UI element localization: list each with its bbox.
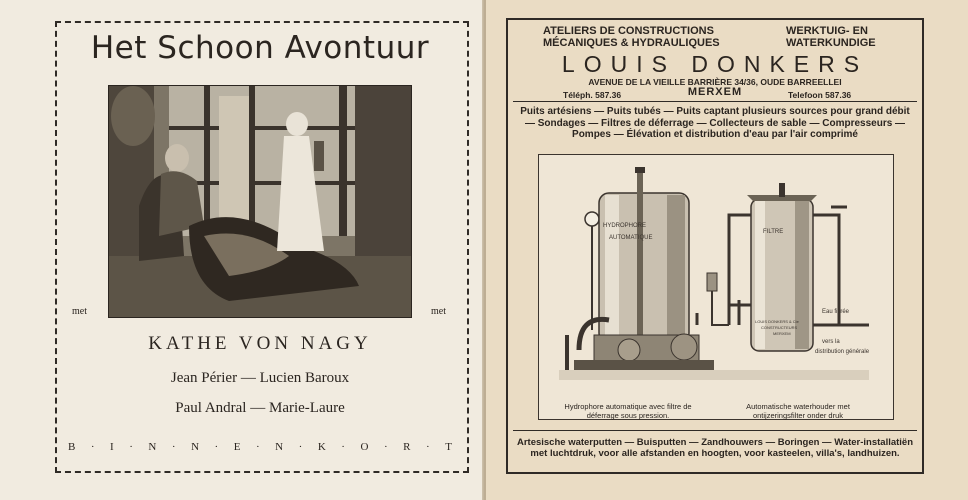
header-french	[543, 25, 720, 49]
header-french-line-2: MÉCANIQUES & HYDRAULIQUES	[543, 37, 720, 49]
caption-dutch: Automatische waterhouder met ontijzeringsfilter onder druk	[746, 402, 850, 420]
soon-letter: O	[360, 441, 369, 453]
soon-letter: E	[233, 441, 241, 453]
soon-letter: N	[191, 441, 200, 453]
hydrophore-filter-drawing	[539, 155, 893, 419]
soon-letter: B	[68, 441, 76, 453]
soon-letter: N	[148, 441, 157, 453]
filter-maker-line-3: MERXEM	[773, 331, 791, 336]
filter-label: FILTRE	[763, 229, 784, 235]
hydrophore-label: HYDROPHORE	[603, 223, 647, 229]
cast-line-2: Paul Andral — Marie-Laure	[175, 400, 345, 416]
header-dutch-line-2: WATERKUNDIGE	[786, 37, 876, 49]
soon-letter: I	[110, 441, 114, 453]
soon-letter: K	[317, 441, 326, 453]
header-french-line-1: ATELIERS DE CONSTRUCTIONS	[543, 25, 714, 37]
soon-letter: N	[275, 441, 284, 453]
outlet-label-2: vers la	[822, 339, 840, 345]
soon-letter: R	[403, 441, 411, 453]
film-still-image	[109, 86, 411, 317]
outlet-label: Eau filtrée	[822, 309, 850, 315]
filter-maker-line-2: CONSTRUCTEURS	[761, 325, 798, 330]
divider-bottom	[513, 430, 917, 431]
film-still-photo	[108, 85, 412, 318]
equipment-illustration	[538, 154, 894, 420]
lead-actress: KATHE VON NAGY	[148, 333, 372, 354]
header-dutch-line-1: WERKTUIG- EN	[786, 25, 868, 37]
met-label-right: met	[431, 306, 446, 317]
cast-line-1: Jean Périer — Lucien Baroux	[170, 370, 350, 386]
telephone-french: Téléph. 587.36	[563, 90, 622, 100]
caption-french: Hydrophore automatique avec filtre de déferrage sous pression.	[564, 402, 692, 420]
divider-top	[513, 101, 917, 102]
header-dutch	[786, 25, 876, 49]
services-list-french: Puits artésiens — Puits tubés — Puits captant plusieurs sources pour grand débit — Sondages — Filtres de déferrage — Collecteurs de sable — Compresseurs — Pompes — Élévation et distribution d'eau par l'air comprimé	[520, 106, 910, 140]
outlet-label-3: distribution générale	[815, 349, 870, 355]
company-city: MERXEM	[687, 86, 743, 98]
film-title: Het Schoon Avontuur	[90, 30, 430, 66]
met-label-left: met	[72, 306, 87, 317]
hydrophore-sublabel: AUTOMATIQUE	[609, 235, 653, 241]
filter-maker-label: LOUIS DONKERS & Cie	[755, 319, 799, 324]
coming-soon-banner: B · I · N · N · E · N · K · O · R · T	[68, 441, 452, 453]
telephone-dutch: Telefoon 587.36	[788, 90, 852, 100]
company-name: LOUIS DONKERS	[561, 51, 869, 77]
services-list-dutch: Artesische waterputten — Buisputten — Zandhouwers — Boringen — Water-installatiën met luchtdruk, voor alle afstanden en hoogten, voor kasteelen, villa's, landhuizen.	[516, 437, 914, 459]
company-address: AVENUE DE LA VIEILLE BARRIÈRE 34/36, OUDE BARREELLEI	[588, 77, 842, 87]
soon-letter: T	[445, 441, 452, 453]
